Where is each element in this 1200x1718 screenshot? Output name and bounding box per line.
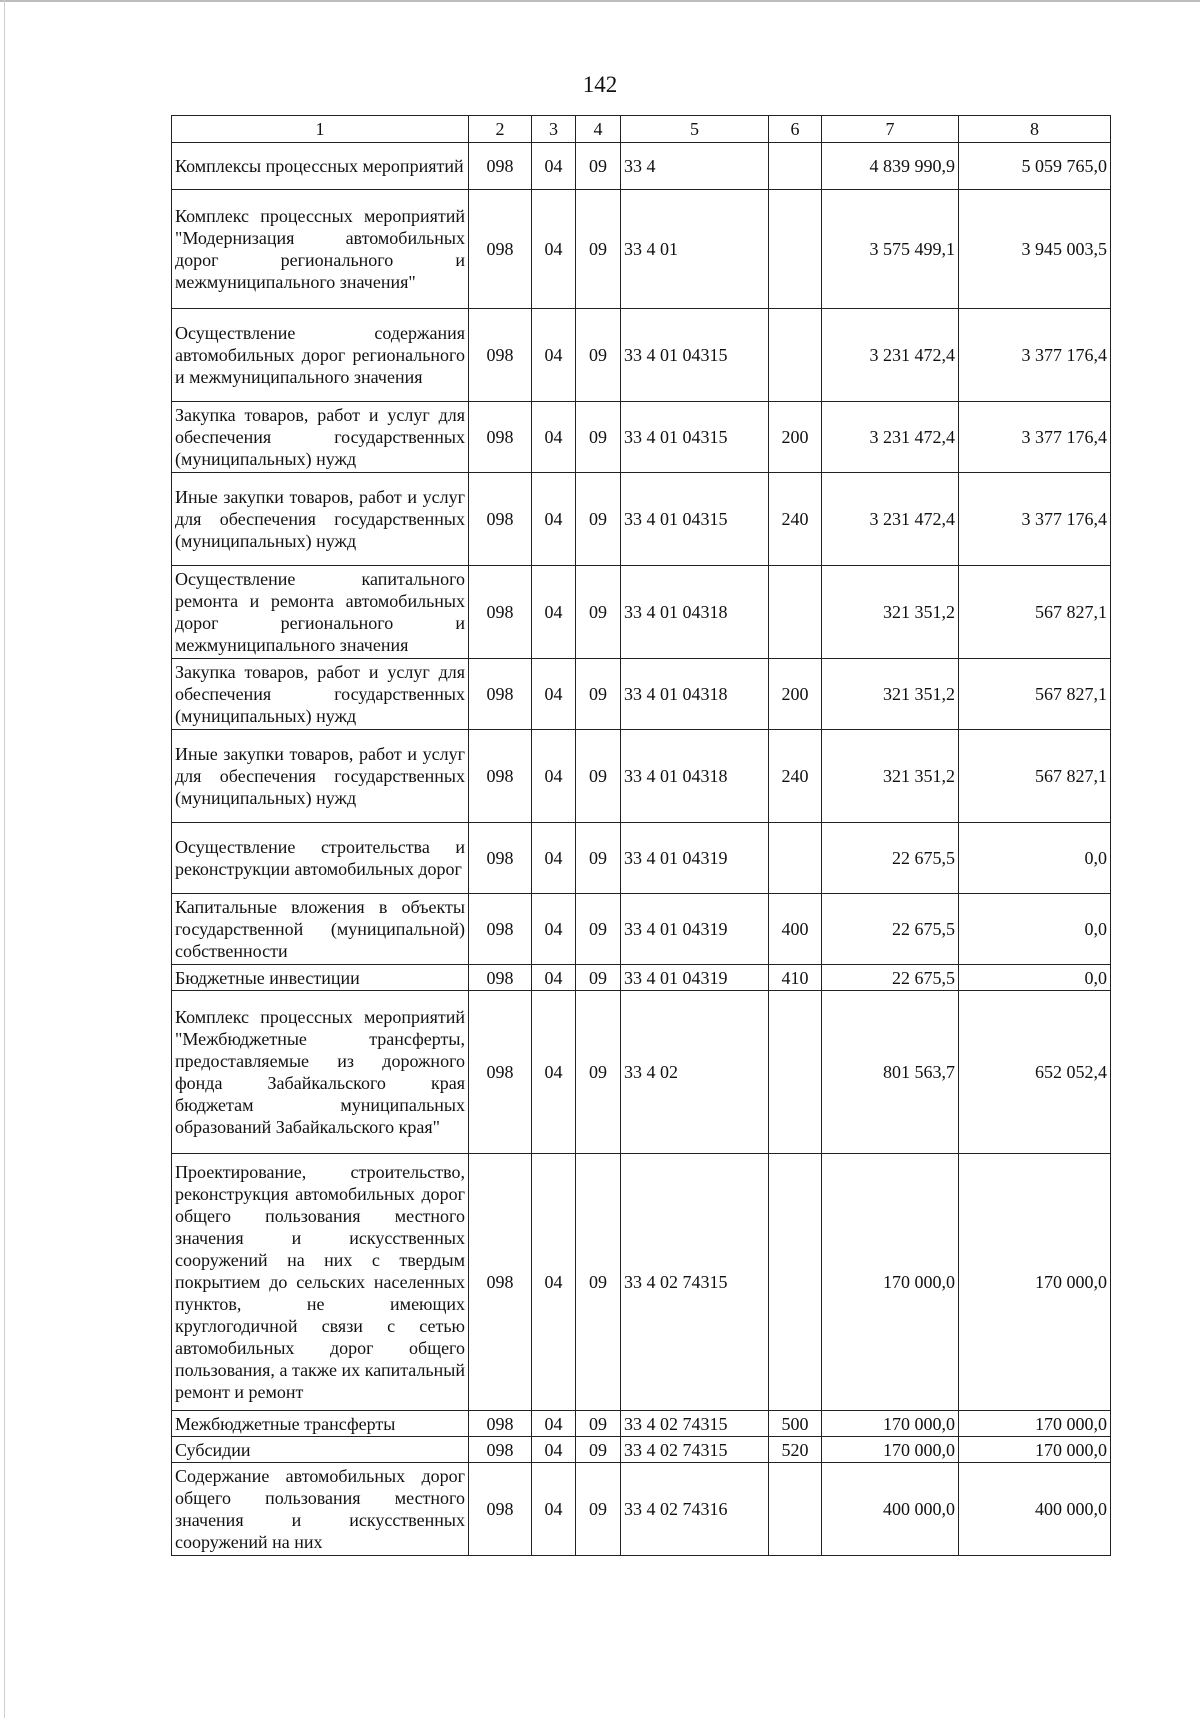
table-row bbox=[172, 823, 1111, 894]
target-article-cell: 33 4 01 04319 bbox=[621, 823, 769, 894]
row-name-cell: Закупка товаров, работ и услуг для обеспечения государственных (муниципальных) нужд bbox=[172, 659, 469, 730]
amount-col7-cell: 22 675,5 bbox=[822, 894, 959, 965]
amount-col7-cell: 400 000,0 bbox=[822, 1463, 959, 1556]
amount-col8-cell: 567 827,1 bbox=[959, 566, 1111, 659]
subsection-code-cell: 09 bbox=[576, 1411, 621, 1437]
table-row bbox=[172, 1463, 1111, 1556]
section-code-cell: 04 bbox=[532, 473, 576, 566]
amount-col7-cell: 3 231 472,4 bbox=[822, 473, 959, 566]
amount-col7-cell: 3 231 472,4 bbox=[822, 402, 959, 473]
amount-col8-cell: 0,0 bbox=[959, 823, 1111, 894]
amount-col8-cell: 400 000,0 bbox=[959, 1463, 1111, 1556]
column-header: 8 bbox=[959, 116, 1111, 143]
target-article-cell: 33 4 02 74315 bbox=[621, 1411, 769, 1437]
row-name-cell: Осуществление содержания автомобильных дорог регионального и межмуниципального значения bbox=[172, 309, 469, 402]
page-number: 142 bbox=[582, 72, 618, 97]
section-code-cell: 04 bbox=[532, 566, 576, 659]
section-code-cell: 04 bbox=[532, 1463, 576, 1556]
subsection-code-cell: 09 bbox=[576, 1154, 621, 1411]
section-code-cell: 04 bbox=[532, 1411, 576, 1437]
amount-col7-cell: 801 563,7 bbox=[822, 991, 959, 1154]
target-article-cell: 33 4 02 74316 bbox=[621, 1463, 769, 1556]
table-header-row bbox=[172, 116, 1111, 143]
ministry-code-cell: 098 bbox=[469, 730, 532, 823]
amount-col7-cell: 321 351,2 bbox=[822, 659, 959, 730]
expense-type-cell bbox=[769, 823, 822, 894]
table-row bbox=[172, 566, 1111, 659]
row-name-cell: Комплекс процессных мероприятий "Модернизация автомобильных дорог регионального и межмуниципального значения" bbox=[172, 190, 469, 309]
subsection-code-cell: 09 bbox=[576, 473, 621, 566]
amount-col8-cell: 5 059 765,0 bbox=[959, 143, 1111, 190]
amount-col8-cell: 652 052,4 bbox=[959, 991, 1111, 1154]
row-name-cell: Иные закупки товаров, работ и услуг для обеспечения государственных (муниципальных) нужд bbox=[172, 730, 469, 823]
section-code-cell: 04 bbox=[532, 965, 576, 991]
expense-type-cell bbox=[769, 991, 822, 1154]
subsection-code-cell: 09 bbox=[576, 566, 621, 659]
ministry-code-cell: 098 bbox=[469, 190, 532, 309]
amount-col7-cell: 4 839 990,9 bbox=[822, 143, 959, 190]
table-row bbox=[172, 1411, 1111, 1437]
expense-type-cell: 240 bbox=[769, 730, 822, 823]
row-name-cell: Комплексы процессных мероприятий bbox=[172, 143, 469, 190]
target-article-cell: 33 4 01 04318 bbox=[621, 659, 769, 730]
row-name-cell: Закупка товаров, работ и услуг для обеспечения государственных (муниципальных) нужд bbox=[172, 402, 469, 473]
ministry-code-cell: 098 bbox=[469, 894, 532, 965]
target-article-cell: 33 4 02 74315 bbox=[621, 1154, 769, 1411]
ministry-code-cell: 098 bbox=[469, 309, 532, 402]
section-code-cell: 04 bbox=[532, 823, 576, 894]
row-name-cell: Субсидии bbox=[172, 1437, 469, 1463]
target-article-cell: 33 4 01 04319 bbox=[621, 894, 769, 965]
ministry-code-cell: 098 bbox=[469, 402, 532, 473]
expense-type-cell: 520 bbox=[769, 1437, 822, 1463]
scan-edge-top bbox=[0, 0, 1200, 2]
table-row bbox=[172, 730, 1111, 823]
subsection-code-cell: 09 bbox=[576, 309, 621, 402]
target-article-cell: 33 4 01 04318 bbox=[621, 566, 769, 659]
ministry-code-cell: 098 bbox=[469, 991, 532, 1154]
amount-col7-cell: 170 000,0 bbox=[822, 1411, 959, 1437]
subsection-code-cell: 09 bbox=[576, 894, 621, 965]
target-article-cell: 33 4 01 04315 bbox=[621, 309, 769, 402]
target-article-cell: 33 4 bbox=[621, 143, 769, 190]
expense-type-cell: 500 bbox=[769, 1411, 822, 1437]
target-article-cell: 33 4 01 04315 bbox=[621, 473, 769, 566]
row-name-cell: Осуществление строительства и реконструкции автомобильных дорог bbox=[172, 823, 469, 894]
subsection-code-cell: 09 bbox=[576, 991, 621, 1154]
amount-col7-cell: 22 675,5 bbox=[822, 823, 959, 894]
subsection-code-cell: 09 bbox=[576, 402, 621, 473]
expense-type-cell: 240 bbox=[769, 473, 822, 566]
section-code-cell: 04 bbox=[532, 190, 576, 309]
section-code-cell: 04 bbox=[532, 309, 576, 402]
expense-type-cell: 400 bbox=[769, 894, 822, 965]
column-header: 4 bbox=[576, 116, 621, 143]
section-code-cell: 04 bbox=[532, 894, 576, 965]
amount-col7-cell: 321 351,2 bbox=[822, 566, 959, 659]
amount-col7-cell: 321 351,2 bbox=[822, 730, 959, 823]
row-name-cell: Межбюджетные трансферты bbox=[172, 1411, 469, 1437]
table-row bbox=[172, 473, 1111, 566]
subsection-code-cell: 09 bbox=[576, 143, 621, 190]
column-header: 3 bbox=[532, 116, 576, 143]
amount-col7-cell: 3 575 499,1 bbox=[822, 190, 959, 309]
target-article-cell: 33 4 01 04318 bbox=[621, 730, 769, 823]
amount-col8-cell: 170 000,0 bbox=[959, 1154, 1111, 1411]
amount-col8-cell: 170 000,0 bbox=[959, 1411, 1111, 1437]
expense-type-cell bbox=[769, 309, 822, 402]
table-row bbox=[172, 1154, 1111, 1411]
amount-col8-cell: 0,0 bbox=[959, 894, 1111, 965]
amount-col8-cell: 3 377 176,4 bbox=[959, 473, 1111, 566]
subsection-code-cell: 09 bbox=[576, 1437, 621, 1463]
row-name-cell: Содержание автомобильных дорог общего пользования местного значения и искусственных сооружений на них bbox=[172, 1463, 469, 1556]
table-row bbox=[172, 402, 1111, 473]
table-row bbox=[172, 1437, 1111, 1463]
table-row bbox=[172, 991, 1111, 1154]
expense-type-cell: 410 bbox=[769, 965, 822, 991]
amount-col8-cell: 567 827,1 bbox=[959, 659, 1111, 730]
target-article-cell: 33 4 02 74315 bbox=[621, 1437, 769, 1463]
subsection-code-cell: 09 bbox=[576, 659, 621, 730]
row-name-cell: Проектирование, строительство, реконструкция автомобильных дорог общего пользования местного значения и искусственных сооружений на них с твердым покрытием до сельских населенных пунктов, не имеющих круглогодичной связи с сетью автомобильных дорог общего пользования, а также их капитальный ремонт и ремонт bbox=[172, 1154, 469, 1411]
table-row bbox=[172, 965, 1111, 991]
amount-col7-cell: 22 675,5 bbox=[822, 965, 959, 991]
table-row bbox=[172, 143, 1111, 190]
ministry-code-cell: 098 bbox=[469, 1411, 532, 1437]
target-article-cell: 33 4 01 bbox=[621, 190, 769, 309]
table-row bbox=[172, 309, 1111, 402]
ministry-code-cell: 098 bbox=[469, 965, 532, 991]
target-article-cell: 33 4 01 04315 bbox=[621, 402, 769, 473]
table-row bbox=[172, 894, 1111, 965]
amount-col7-cell: 170 000,0 bbox=[822, 1437, 959, 1463]
budget-table bbox=[171, 115, 1111, 1556]
table-row bbox=[172, 190, 1111, 309]
subsection-code-cell: 09 bbox=[576, 965, 621, 991]
section-code-cell: 04 bbox=[532, 143, 576, 190]
ministry-code-cell: 098 bbox=[469, 143, 532, 190]
column-header: 2 bbox=[469, 116, 532, 143]
subsection-code-cell: 09 bbox=[576, 1463, 621, 1556]
amount-col8-cell: 3 945 003,5 bbox=[959, 190, 1111, 309]
expense-type-cell bbox=[769, 1463, 822, 1556]
row-name-cell: Комплекс процессных мероприятий "Межбюджетные трансферты, предоставляемые из дорожного фонда Забайкальского края бюджетам муниципальных образований Забайкальского края" bbox=[172, 991, 469, 1154]
row-name-cell: Осуществление капитального ремонта и ремонта автомобильных дорог регионального и межмуниципального значения bbox=[172, 566, 469, 659]
section-code-cell: 04 bbox=[532, 659, 576, 730]
row-name-cell: Иные закупки товаров, работ и услуг для обеспечения государственных (муниципальных) нужд bbox=[172, 473, 469, 566]
expense-type-cell bbox=[769, 566, 822, 659]
scan-edge-left bbox=[4, 0, 5, 1718]
ministry-code-cell: 098 bbox=[469, 566, 532, 659]
target-article-cell: 33 4 01 04319 bbox=[621, 965, 769, 991]
section-code-cell: 04 bbox=[532, 991, 576, 1154]
target-article-cell: 33 4 02 bbox=[621, 991, 769, 1154]
section-code-cell: 04 bbox=[532, 402, 576, 473]
ministry-code-cell: 098 bbox=[469, 473, 532, 566]
amount-col8-cell: 0,0 bbox=[959, 965, 1111, 991]
table-row bbox=[172, 659, 1111, 730]
subsection-code-cell: 09 bbox=[576, 823, 621, 894]
amount-col7-cell: 170 000,0 bbox=[822, 1154, 959, 1411]
amount-col8-cell: 567 827,1 bbox=[959, 730, 1111, 823]
column-header: 5 bbox=[621, 116, 769, 143]
subsection-code-cell: 09 bbox=[576, 730, 621, 823]
ministry-code-cell: 098 bbox=[469, 659, 532, 730]
section-code-cell: 04 bbox=[532, 1154, 576, 1411]
amount-col8-cell: 170 000,0 bbox=[959, 1437, 1111, 1463]
ministry-code-cell: 098 bbox=[469, 1463, 532, 1556]
expense-type-cell: 200 bbox=[769, 402, 822, 473]
expense-type-cell: 200 bbox=[769, 659, 822, 730]
expense-type-cell bbox=[769, 190, 822, 309]
ministry-code-cell: 098 bbox=[469, 823, 532, 894]
expense-type-cell bbox=[769, 143, 822, 190]
amount-col7-cell: 3 231 472,4 bbox=[822, 309, 959, 402]
row-name-cell: Капитальные вложения в объекты государственной (муниципальной) собственности bbox=[172, 894, 469, 965]
expense-type-cell bbox=[769, 1154, 822, 1411]
section-code-cell: 04 bbox=[532, 1437, 576, 1463]
ministry-code-cell: 098 bbox=[469, 1154, 532, 1411]
section-code-cell: 04 bbox=[532, 730, 576, 823]
column-header: 6 bbox=[769, 116, 822, 143]
amount-col8-cell: 3 377 176,4 bbox=[959, 402, 1111, 473]
column-header: 7 bbox=[822, 116, 959, 143]
row-name-cell: Бюджетные инвестиции bbox=[172, 965, 469, 991]
subsection-code-cell: 09 bbox=[576, 190, 621, 309]
column-header: 1 bbox=[172, 116, 469, 143]
ministry-code-cell: 098 bbox=[469, 1437, 532, 1463]
amount-col8-cell: 3 377 176,4 bbox=[959, 309, 1111, 402]
